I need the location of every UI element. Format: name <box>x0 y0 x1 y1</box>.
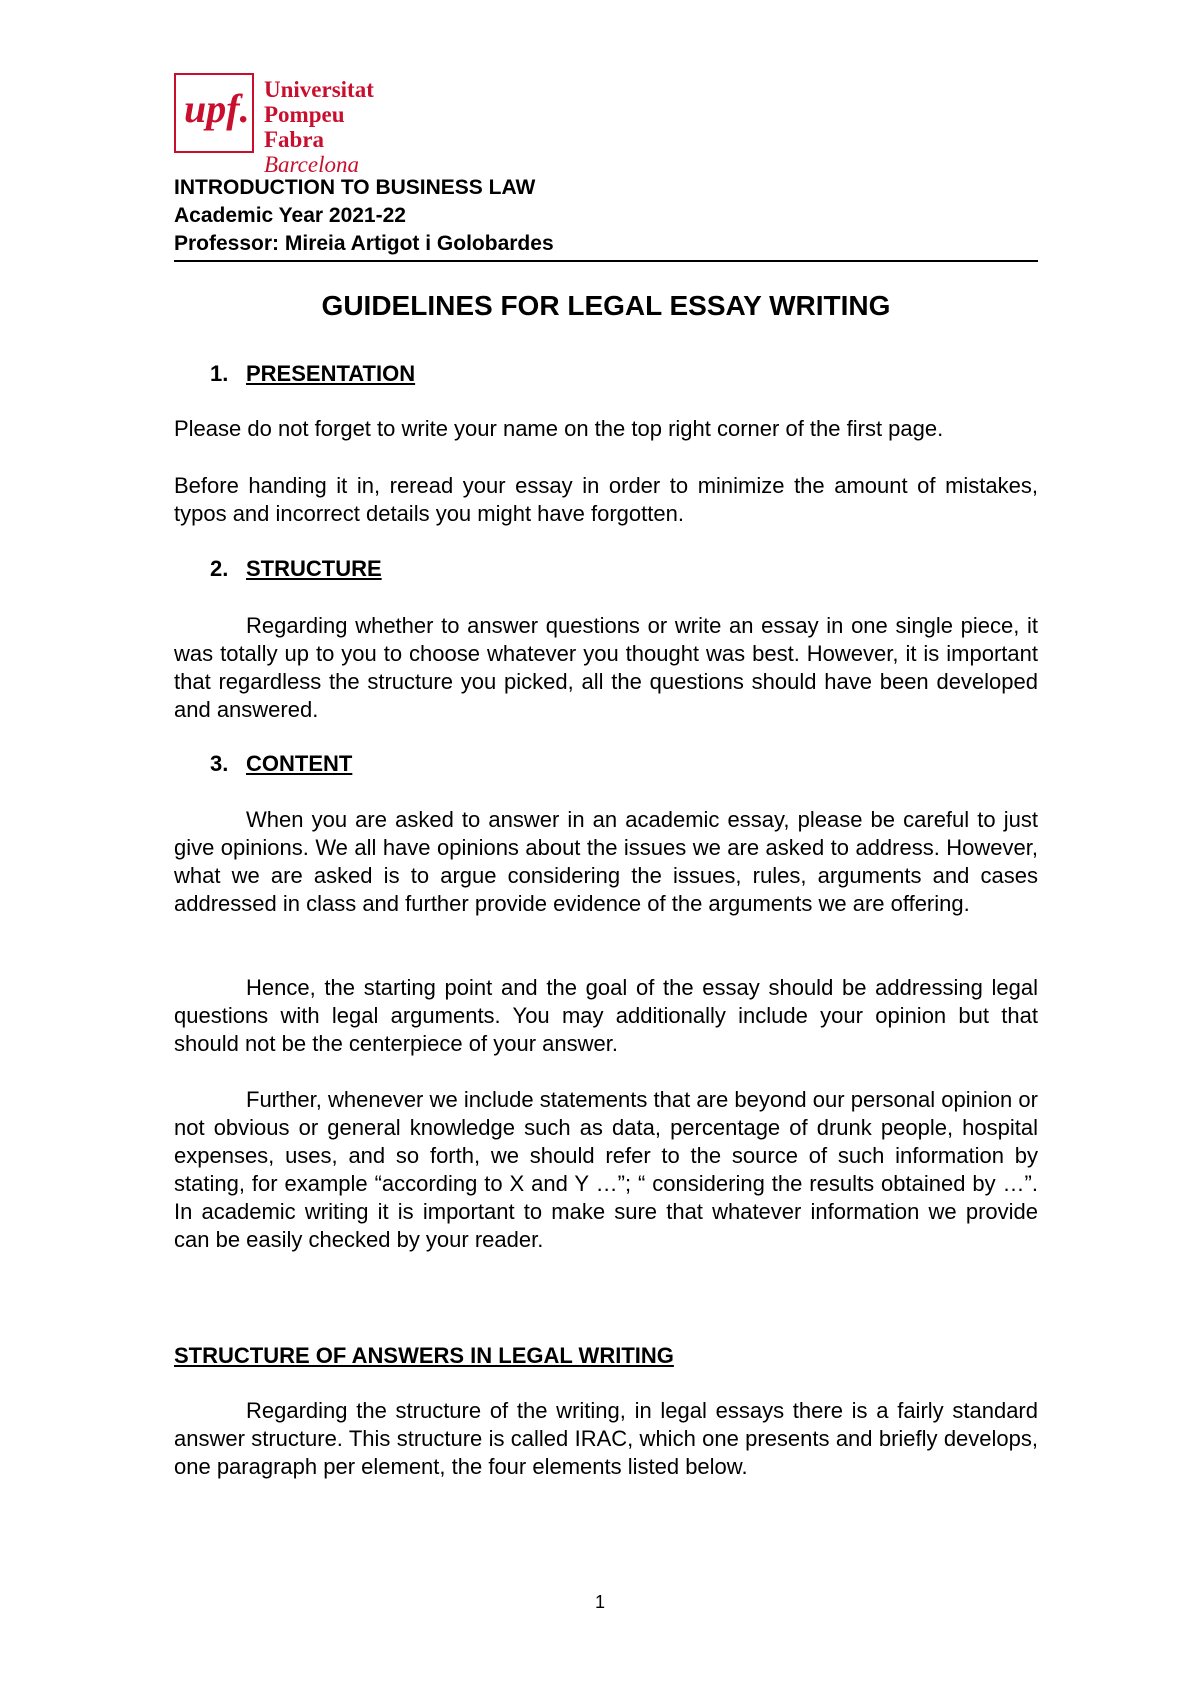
paragraph: When you are asked to answer in an academic essay, please be careful to just give opinions. We all have opinions about the issues we are asked to address. However, what we are asked is to argue considering the issues, rules, arguments and cases addressed in class and further provide evidence of the arguments we are offering. <box>174 807 1038 916</box>
header-divider <box>174 260 1038 262</box>
paragraph: Regarding whether to answer questions or write an essay in one single piece, it was totally up to you to choose whatever you thought was best. However, it is important that regardless the structure you picked, all the questions should have been developed and answered. <box>174 613 1038 722</box>
document-title: GUIDELINES FOR LEGAL ESSAY WRITING <box>321 290 891 321</box>
logo-mark: upf. <box>184 86 250 131</box>
section-heading-structure <box>210 555 382 583</box>
logo-line-1: Universitat <box>264 77 374 102</box>
section-label: CONTENT <box>246 751 353 776</box>
paragraph: Hence, the starting point and the goal of the essay should be addressing legal questions with legal arguments. You may additionally include your opinion but that should not be the centerpiece of your answer. <box>174 975 1038 1056</box>
paragraph: Regarding the structure of the writing, in legal essays there is a fairly standard answer structure. This structure is called IRAC, which one presents and briefly develops, one paragraph per element, the four elements listed below. <box>174 1398 1038 1479</box>
course-header <box>174 174 1038 258</box>
logo-line-2: Pompeu Fabra <box>264 102 345 152</box>
section-label: PRESENTATION <box>246 361 416 386</box>
logo-emblem <box>174 73 254 153</box>
section-heading-content <box>210 750 352 778</box>
section-number: 2. <box>210 556 229 581</box>
course-title: INTRODUCTION TO BUSINESS LAW <box>174 176 536 199</box>
paragraph: Further, whenever we include statements that are beyond our personal opinion or not obvious or general knowledge such as data, percentage of drunk people, hospital expenses, uses, and so forth, we should refer to the source of such information by stating, for example “according to X and Y …”; “ considering the results obtained by …”. In academic writing it is important to make sure that whatever information we provide can be easily checked by your reader. <box>174 1087 1038 1252</box>
section-label: STRUCTURE <box>246 556 382 581</box>
section-number: 3. <box>210 751 229 776</box>
academic-year: Academic Year 2021-22 <box>174 204 406 227</box>
page-number: 1 <box>594 1592 605 1612</box>
logo-line-3: Barcelona <box>264 152 359 177</box>
professor-name: Professor: Mireia Artigot i Golobardes <box>174 232 554 255</box>
paragraph: Please do not forget to write your name on the top right corner of the first page. <box>174 416 944 441</box>
logo-wordmark <box>264 77 408 177</box>
paragraph: Before handing it in, reread your essay in order to minimize the amount of mistakes, typos and incorrect details you might have forgotten. <box>174 473 1038 526</box>
irac-heading: STRUCTURE OF ANSWERS IN LEGAL WRITING <box>174 1343 674 1368</box>
section-number: 1. <box>210 361 229 386</box>
university-logo <box>174 73 408 177</box>
section-heading-presentation <box>210 360 415 388</box>
